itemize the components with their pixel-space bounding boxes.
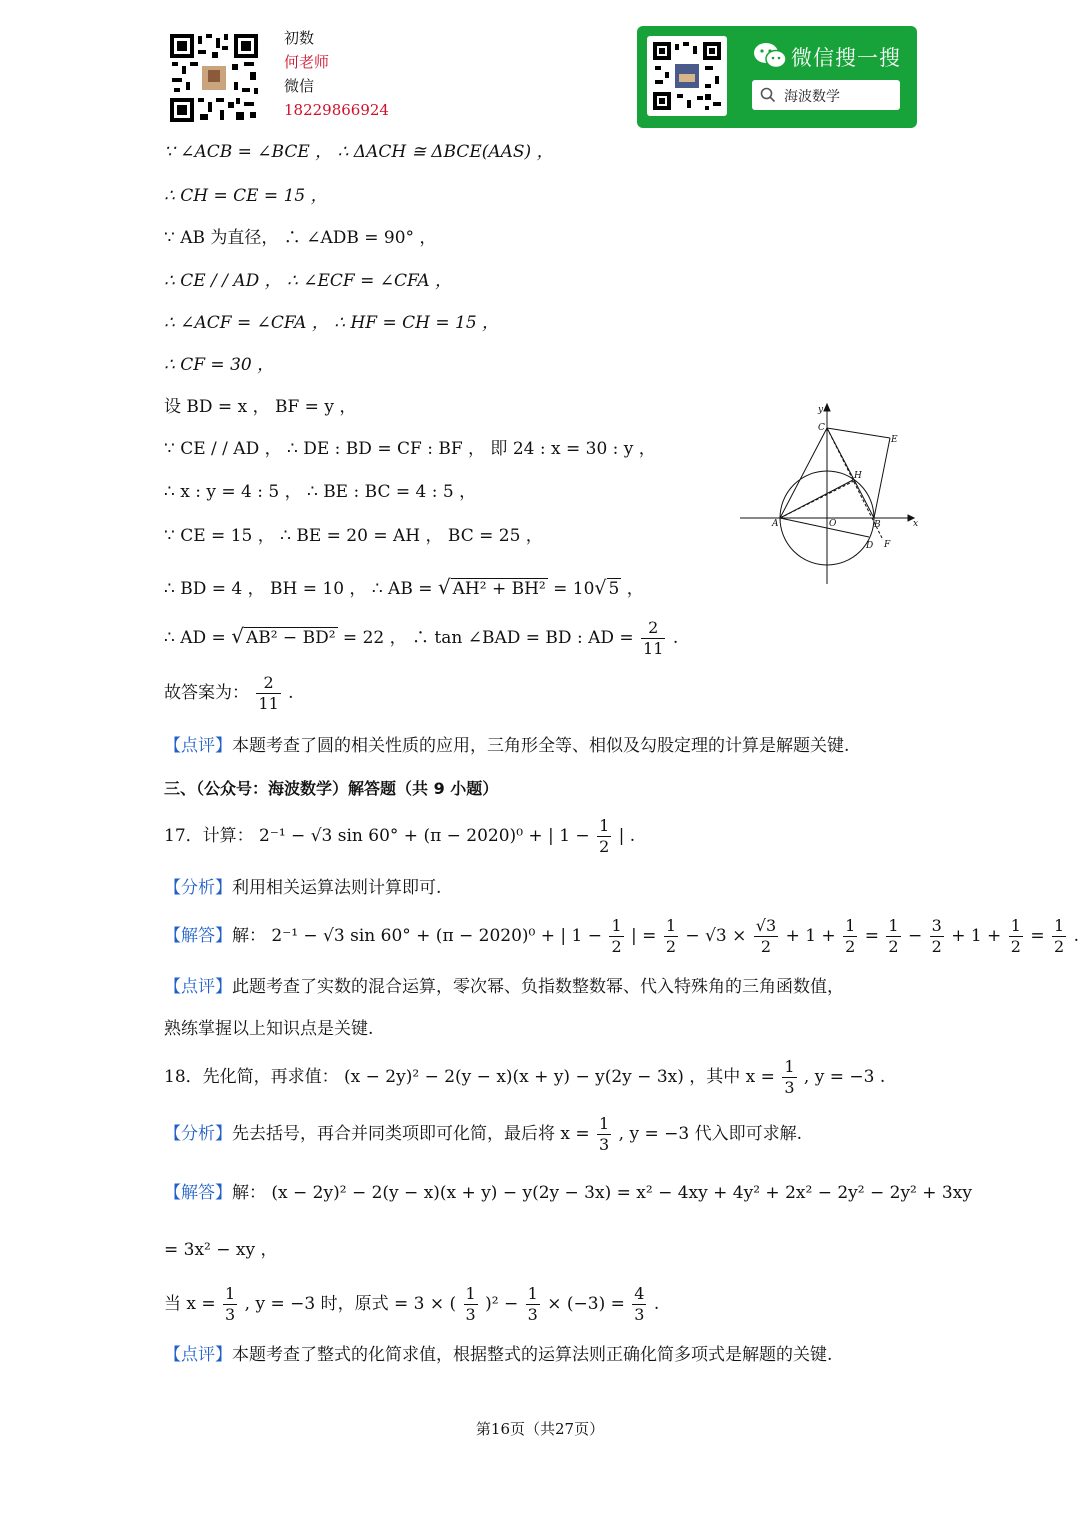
- proof-line-10: ∵ CE = 15 ， ∴ BE = 20 = AH ， BC = 25 ，: [164, 526, 543, 546]
- comment-17-line2: 熟练掌握以上知识点是关键.: [164, 1019, 374, 1039]
- y-axis-arrow: [824, 404, 830, 411]
- label-o: O: [829, 519, 837, 529]
- line11-result: = 10: [553, 579, 595, 599]
- solution-18-line1: [164, 1180, 972, 1206]
- wechat-search-title: 微信搜一搜: [791, 46, 901, 70]
- s18-e: )² −: [485, 1294, 519, 1314]
- analysis-tag: 【分析】: [164, 878, 232, 898]
- line11-start: ∴ BD = 4 ， BH = 10 ， ∴ AB =: [164, 579, 433, 599]
- solution-tag: 【解答】: [164, 926, 232, 946]
- s17-a: 解： 2⁻¹ − √3 sin 60° + (π − 2020)⁰ + | 1 −: [232, 926, 608, 946]
- line11-root: 5: [608, 579, 620, 599]
- answer-line: [164, 673, 294, 714]
- proof-line-6: ∴ CF = 30 ，: [164, 355, 275, 375]
- label-x: x: [913, 519, 919, 529]
- comment-tag: 【点评】: [164, 736, 232, 756]
- answer-fraction: $\frac{2}{11}$: [258, 673, 279, 713]
- comment17-tag: 【点评】: [164, 977, 232, 997]
- question-18: [164, 1057, 885, 1098]
- comment17-text: 此题考查了实数的混合运算，零次幂、负指数整数幂、代入特殊角的三角函数值，: [232, 977, 844, 997]
- label-y: y: [818, 405, 824, 415]
- q17-text: 17．计算： 2⁻¹ − √3 sin 60° + (π − 2020)⁰ + | 1 −: [164, 826, 596, 846]
- line12-mid: = 22 ， ∴ tan ∠BAD = BD : AD =: [342, 628, 634, 648]
- solution18-tag: 【解答】: [164, 1183, 232, 1203]
- comment18-tag: 【点评】: [164, 1345, 232, 1365]
- proof-line-7: 设 BD = x ， BF = y ，: [164, 397, 357, 417]
- proof-line-8: ∵ CE / / AD ， ∴ DE : BD = CF : BF ， 即 24 : x = 30 : y ，: [164, 439, 656, 459]
- wechat-logo-icon: [753, 42, 787, 74]
- q18-text: 18．先化简，再求值： (x − 2y)² − 2(y − x)(x + y) − y(2y − 3x) ，其中 x =: [164, 1067, 775, 1087]
- s17-i: =: [1030, 926, 1045, 946]
- teacher-phone: 18229866924: [284, 101, 389, 119]
- analysis-text: 利用相关运算法则计算即可.: [232, 878, 442, 898]
- analysis-18: [164, 1114, 802, 1155]
- solution-17: [164, 916, 1079, 957]
- solution18-text: 解： (x − 2y)² − 2(y − x)(x + y) − y(2y − 3x) = x² − 4xy + 4y² + 2x² − 2y² − 2y² + 3xy: [232, 1183, 972, 1203]
- s18-c: 当 x =: [164, 1294, 216, 1314]
- answer-label: 故答案为：: [164, 683, 249, 703]
- proof-line-2: ∴ CH = CE = 15 ，: [164, 186, 328, 206]
- comment18-text: 本题考查了整式的化简求值，根据整式的运算法则正确化简多项式是解题的关键.: [232, 1345, 833, 1365]
- proof-line-12: ∴ AD = √ AB² − BD² = 22 ， ∴ tan ∠BAD = BD : AD = $\frac{2}{11}$ .: [164, 618, 679, 658]
- analysis18-text: 先去括号，再合并同类项即可化简，最后将 x =: [232, 1124, 590, 1144]
- solution-18-line3: [164, 1284, 659, 1325]
- geometry-figure: [738, 400, 922, 588]
- s17-frac8: $\frac{1}{2}$: [1053, 916, 1065, 956]
- s18-frac1: $\frac{1}{3}$: [225, 1284, 236, 1324]
- s17-frac1: $\frac{1}{2}$: [611, 916, 622, 956]
- s17-e: =: [864, 926, 879, 946]
- s18-frac3: $\frac{1}{3}$: [527, 1284, 538, 1324]
- s17-g: −: [907, 926, 923, 946]
- s18-frac2: $\frac{1}{3}$: [465, 1284, 476, 1324]
- s17-frac7: $\frac{1}{2}$: [1010, 916, 1021, 956]
- s17-j: .: [1073, 926, 1079, 946]
- line12-start: ∴ AD =: [164, 628, 226, 648]
- line12-fraction: $\frac{2}{11}$: [643, 618, 664, 658]
- s18-g: .: [653, 1294, 660, 1314]
- comment-16: [164, 733, 849, 759]
- segment-eb: [874, 438, 890, 518]
- q18-fraction: $\frac{1}{3}$: [784, 1057, 795, 1097]
- section-heading: 三、（公众号：海波数学）解答题（共 9 小题）: [164, 779, 499, 798]
- proof-line-11: ∴ BD = 4 ， BH = 10 ， ∴ AB = √ AH² + BH² = 10√ 5 ，: [164, 575, 644, 599]
- comment-18: [164, 1342, 832, 1368]
- proof-line-1: ∵ ∠ACB = ∠BCE ， ∴ ΔACH ≅ ΔBCE(AAS) ，: [164, 142, 554, 162]
- header-tag-chushu: 初数: [284, 29, 315, 47]
- label-f: F: [884, 540, 891, 550]
- comment-text: 本题考查了圆的相关性质的应用，三角形全等、相似及勾股定理的计算是解题关键.: [232, 736, 850, 756]
- teacher-name: 何老师: [284, 53, 330, 71]
- header-tag-wechat: 微信: [284, 77, 315, 95]
- comment-17-line1: [164, 974, 844, 1000]
- s18-f: × (−3) =: [547, 1294, 625, 1314]
- proof-line-4: ∴ CE / / AD ， ∴ ∠ECF = ∠CFA ，: [164, 271, 452, 291]
- label-c: C: [818, 423, 825, 433]
- proof-line-3: ∵ AB 为直径， ∴ ∠ADB = 90° ，: [164, 228, 437, 248]
- s17-frac6: $\frac{3}{2}$: [931, 916, 942, 956]
- proof-line-9: ∴ x : y = 4 : 5 ， ∴ BE : BC = 4 : 5 ，: [164, 482, 477, 502]
- wechat-qr-code: [647, 36, 727, 116]
- question-17: [164, 816, 635, 857]
- s17-d: + 1 +: [785, 926, 836, 946]
- label-h: H: [854, 471, 862, 481]
- segment-ce: [827, 428, 890, 438]
- teacher-qr-code: [168, 32, 260, 124]
- s17-frac2: $\frac{1}{2}$: [665, 916, 677, 956]
- q17-end: | .: [618, 826, 636, 846]
- analysis18-fraction: $\frac{1}{3}$: [599, 1114, 610, 1154]
- solution-18-line2: = 3x² − xy ，: [164, 1240, 278, 1260]
- s17-c: − √3 ×: [685, 926, 747, 946]
- line12-radicand: AB² − BD²: [245, 628, 336, 648]
- label-a: A: [772, 519, 779, 529]
- s17-frac4: $\frac{1}{2}$: [845, 916, 856, 956]
- analysis18-end: , y = −3 代入即可求解.: [618, 1124, 802, 1144]
- label-d: D: [866, 541, 874, 551]
- answer-end: .: [288, 683, 294, 703]
- segment-ad: [780, 518, 869, 537]
- page-footer: 第16页（共27页）: [475, 1420, 605, 1438]
- line11-radicand: AH² + BH²: [452, 579, 546, 599]
- label-e: E: [891, 435, 898, 445]
- q18-end: , y = −3 .: [803, 1067, 886, 1087]
- search-icon: [760, 87, 776, 103]
- wechat-search-banner: [637, 26, 917, 128]
- s18-d: , y = −3 时，原式 = 3 × (: [244, 1294, 457, 1314]
- s18-frac4: $\frac{4}{3}$: [634, 1284, 645, 1324]
- segment-ac: [780, 428, 827, 518]
- s17-frac5: $\frac{1}{2}$: [888, 916, 899, 956]
- wechat-search-box[interactable]: [752, 80, 900, 110]
- label-b: B: [874, 520, 881, 530]
- analysis18-tag: 【分析】: [164, 1124, 232, 1144]
- line11-end: ，: [626, 579, 644, 599]
- search-text: 海波数学: [784, 89, 840, 105]
- segment-dash-ah: [780, 480, 856, 518]
- s17-frac3: $\frac{√3}{2}$: [755, 916, 777, 956]
- analysis-17: [164, 875, 441, 901]
- s17-b: | =: [631, 926, 657, 946]
- proof-line-5: ∴ ∠ACF = ∠CFA ， ∴ HF = CH = 15 ，: [164, 313, 500, 333]
- s17-h: + 1 +: [951, 926, 1002, 946]
- line12-end: .: [672, 628, 679, 648]
- q17-fraction: $\frac{1}{2}$: [599, 816, 610, 856]
